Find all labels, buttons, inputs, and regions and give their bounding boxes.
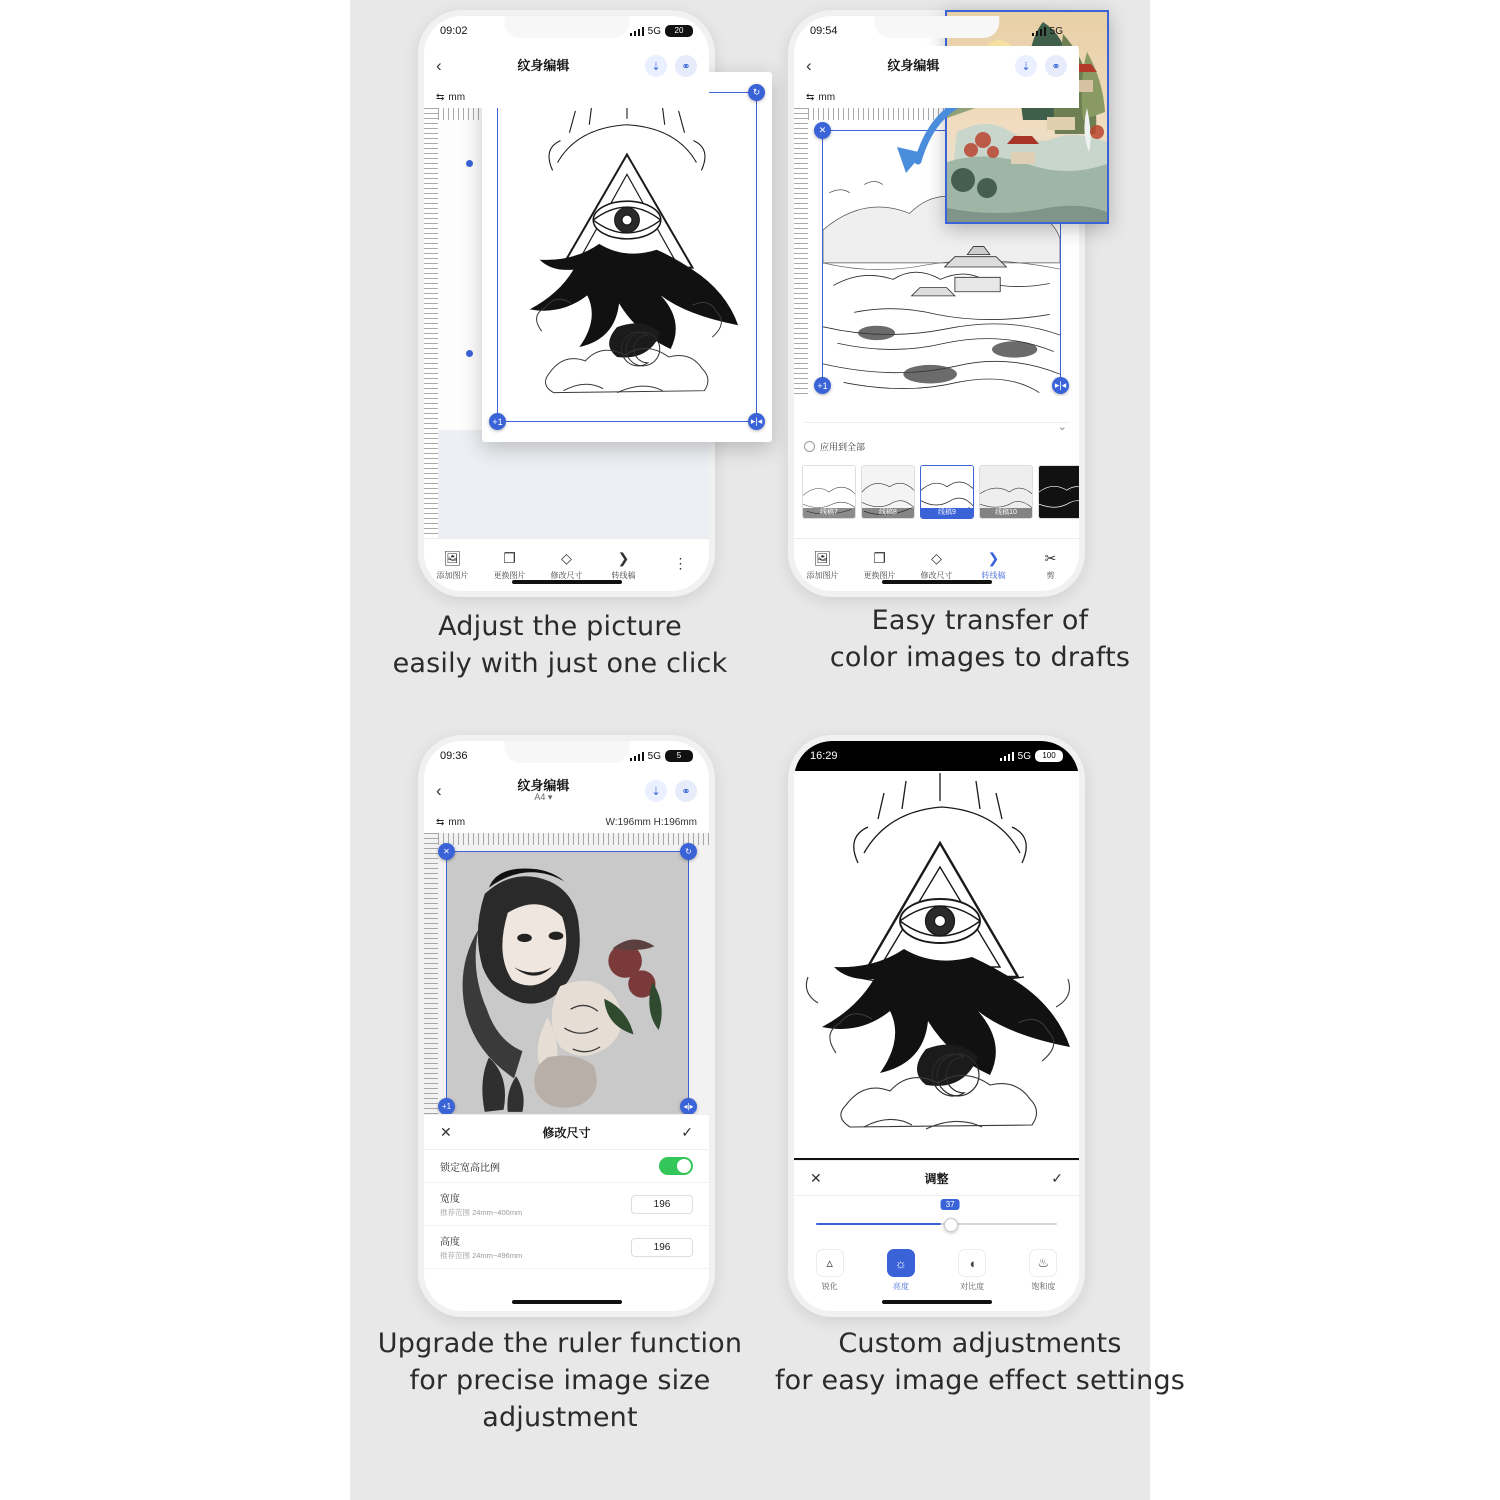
preview-canvas[interactable] (794, 771, 1079, 1161)
share-icon[interactable]: ⚭ (675, 780, 697, 802)
download-icon[interactable]: ⇣ (645, 55, 667, 77)
back-button[interactable]: ‹ (436, 56, 442, 75)
flip-handle[interactable]: ◂|▸ (680, 1098, 697, 1115)
vertical-ruler (424, 108, 438, 539)
unit-selector[interactable] (436, 817, 465, 828)
filter-item[interactable] (1038, 465, 1079, 519)
tool-more[interactable] (658, 555, 704, 575)
tool-label: 添加图片 (436, 570, 469, 580)
status-bar (424, 16, 709, 46)
paper-size-selector[interactable]: A4 ▾ (534, 792, 553, 803)
lock-ratio-row[interactable] (424, 1150, 709, 1183)
duplicate-handle[interactable]: +1 (814, 377, 831, 394)
panel-ruler (350, 700, 770, 1460)
home-indicator (882, 1300, 992, 1304)
network-label: 5G (1049, 25, 1063, 37)
phone-adjustments (788, 735, 1085, 1317)
tool-resize[interactable] (544, 550, 590, 581)
filter-label: 线稿9 (921, 508, 973, 518)
panel-caption (770, 602, 1190, 676)
signal-icon (630, 27, 644, 36)
tool-label: 转线稿 (611, 570, 636, 580)
share-icon[interactable]: ⚭ (1045, 55, 1067, 77)
tool-crop[interactable] (1028, 550, 1074, 581)
to-draft-icon: ❯ (617, 549, 630, 566)
adjust-label: 饱和度 (1031, 1282, 1056, 1291)
page-title: 纹身编辑 (517, 777, 570, 793)
swap-icon: ⇆ (806, 91, 815, 103)
tattoo-preview-art (794, 771, 1079, 1161)
vertical-ruler (794, 108, 808, 396)
tool-add-image[interactable] (800, 550, 846, 581)
caption-line-2: for easy image effect settings (774, 1365, 1186, 1396)
panel-transfer (770, 0, 1190, 700)
panel-adjustments (770, 700, 1190, 1460)
adjust-tool-row (794, 1249, 1079, 1292)
editor-canvas[interactable] (424, 833, 709, 1115)
resize-sheet (424, 1114, 709, 1311)
crop-icon: ✂ (1044, 549, 1057, 566)
filter-label: 线稿8 (862, 508, 914, 518)
status-time: 09:54 (810, 25, 838, 37)
tool-to-draft[interactable] (601, 550, 647, 581)
add-image-icon: 🖼 (813, 549, 832, 566)
apply-all-label: 应用到全部 (820, 442, 866, 452)
back-button[interactable]: ‹ (436, 781, 442, 800)
unit-label: mm (448, 91, 466, 103)
status-bar (424, 741, 709, 771)
tool-label: 剪 (1046, 570, 1055, 580)
flip-handle[interactable]: ▸|◂ (1052, 377, 1069, 394)
lock-ratio-toggle[interactable] (659, 1157, 693, 1175)
caption-line-2: easily with just one click (392, 648, 728, 679)
filter-item-selected[interactable] (920, 465, 974, 519)
adjust-label: 亮度 (892, 1282, 909, 1291)
selection-box[interactable] (492, 87, 763, 427)
radio-icon[interactable] (804, 441, 815, 452)
caption-line-3: adjustment (482, 1402, 638, 1433)
home-indicator (882, 580, 992, 584)
tool-label: 更换图片 (863, 570, 896, 580)
slider-value-badge: 37 (941, 1199, 960, 1210)
value-slider[interactable] (794, 1200, 1079, 1243)
right-margin (1150, 0, 1500, 1500)
height-label: 高度 (440, 1237, 460, 1248)
lock-ratio-label: 锁定宽高比例 (440, 1162, 500, 1174)
adjust-sharpen[interactable] (816, 1249, 844, 1292)
dimension-label: W:196mm H:196mm (605, 816, 697, 828)
tool-label: 添加图片 (806, 570, 839, 580)
adjust-contrast[interactable] (958, 1249, 986, 1292)
status-time: 09:02 (440, 25, 468, 37)
download-icon[interactable]: ⇣ (1015, 55, 1037, 77)
tattoo-artwork (498, 93, 756, 420)
phone-transfer (788, 10, 1085, 597)
app-bar (424, 46, 709, 86)
portrait-tattoo-art (447, 852, 688, 1114)
caption-line-1: Adjust the picture (438, 611, 682, 642)
panel-adjust (350, 0, 770, 700)
adjust-saturation[interactable] (1029, 1249, 1057, 1292)
tool-label: 转线稿 (981, 570, 1006, 580)
signal-icon (1032, 27, 1046, 36)
replace-image-icon: ❐ (873, 549, 886, 566)
unit-bar (424, 811, 709, 833)
unit-selector[interactable] (806, 92, 835, 103)
sharpen-icon: ▵ (816, 1249, 844, 1277)
slider-track[interactable] (816, 1223, 1057, 1225)
horizontal-ruler (438, 833, 709, 845)
share-icon[interactable]: ⚭ (675, 55, 697, 77)
app-bar (424, 771, 709, 811)
panel-caption (770, 1325, 1190, 1399)
rotate-handle[interactable]: ↻ (680, 843, 697, 860)
network-label: 5G (1017, 750, 1031, 762)
slider-knob[interactable] (944, 1218, 958, 1232)
apply-to-all-row[interactable] (794, 440, 1079, 453)
more-icon: ⋮ (673, 555, 688, 571)
adjust-sheet (794, 1160, 1079, 1311)
selection-box[interactable] (441, 847, 694, 1111)
sheet-close-button[interactable]: ✕ (440, 1123, 452, 1140)
contrast-icon: ◖ (958, 1249, 986, 1277)
width-input[interactable]: 196 (631, 1195, 693, 1214)
height-hint: 推荐范围 24mm~496mm (440, 1251, 523, 1260)
sheet-confirm-button[interactable]: ✓ (681, 1123, 693, 1140)
back-button[interactable]: ‹ (806, 56, 812, 75)
network-label: 5G (647, 750, 661, 762)
filter-label: 线稿7 (803, 508, 855, 518)
swap-icon: ⇆ (436, 91, 445, 103)
rotate-handle[interactable]: ↻ (748, 84, 765, 101)
unit-selector[interactable] (436, 92, 465, 103)
sheet-close-button[interactable]: ✕ (810, 1169, 822, 1186)
page-title: 纹身编辑 (887, 57, 940, 73)
duplicate-handle[interactable]: +1 (489, 413, 506, 430)
collapse-icon[interactable]: ⌄ (1057, 421, 1067, 433)
filter-strip[interactable] (794, 465, 1079, 519)
resize-icon: ◇ (561, 549, 572, 566)
tool-label: 更换图片 (493, 570, 526, 580)
caption-line-1: Custom adjustments (838, 1328, 1122, 1359)
saturation-icon: ♨ (1029, 1249, 1057, 1277)
sheet-header (794, 1161, 1079, 1196)
close-handle[interactable]: ✕ (814, 122, 831, 139)
caption-line-2: color images to drafts (829, 642, 1131, 673)
filter-item[interactable] (861, 465, 915, 519)
panel-caption (350, 608, 770, 682)
sheet-title: 调整 (924, 1171, 949, 1186)
adjust-brightness[interactable] (887, 1249, 915, 1292)
resize-icon: ◇ (931, 549, 942, 566)
swap-icon: ⇆ (436, 816, 445, 828)
floating-image-card[interactable] (482, 72, 772, 442)
unit-bar (424, 86, 709, 108)
filter-item[interactable] (979, 465, 1033, 519)
replace-image-icon: ❐ (503, 549, 516, 566)
unit-label: mm (448, 816, 466, 828)
adjust-label: 锐化 (821, 1282, 838, 1291)
adjust-label: 对比度 (960, 1282, 985, 1291)
height-input[interactable]: 196 (631, 1238, 693, 1257)
battery-indicator: 5 (665, 750, 693, 762)
to-draft-icon: ❯ (987, 549, 1000, 566)
tool-replace-image[interactable] (487, 550, 533, 581)
tool-to-draft[interactable] (971, 550, 1017, 581)
status-time: 16:29 (810, 750, 838, 762)
caption-line-1: Upgrade the ruler function (377, 1328, 743, 1359)
download-icon[interactable]: ⇣ (645, 780, 667, 802)
battery-indicator: 100 (1035, 750, 1063, 762)
status-time: 09:36 (440, 750, 468, 762)
width-label: 宽度 (440, 1194, 460, 1205)
home-indicator (512, 1300, 622, 1304)
sheet-header (424, 1115, 709, 1150)
tool-replace-image[interactable] (857, 550, 903, 581)
status-bar (794, 16, 1079, 46)
tool-resize[interactable] (914, 550, 960, 581)
sheet-title: 修改尺寸 (542, 1125, 591, 1140)
slider-fill (816, 1223, 941, 1225)
sheet-confirm-button[interactable]: ✓ (1051, 1169, 1063, 1186)
transfer-arrow-icon (880, 95, 970, 185)
tool-label: 修改尺寸 (920, 570, 953, 580)
unit-label: mm (818, 91, 836, 103)
add-image-icon: 🖼 (443, 549, 462, 566)
caption-line-2: for precise image size (409, 1365, 711, 1396)
battery-indicator: 20 (665, 25, 693, 37)
width-row[interactable] (424, 1183, 709, 1226)
status-bar (794, 741, 1079, 771)
panel-caption (350, 1325, 770, 1436)
filter-label: 线稿10 (980, 508, 1032, 518)
signal-icon (1000, 752, 1014, 761)
tool-add-image[interactable] (430, 550, 476, 581)
flip-handle[interactable]: ▸|◂ (748, 413, 765, 430)
vertical-ruler (424, 833, 438, 1115)
width-hint: 推荐范围 24mm~400mm (440, 1208, 523, 1217)
app-bar (794, 46, 1079, 86)
unit-bar (794, 86, 1079, 108)
signal-icon (630, 752, 644, 761)
page-title-wrap (517, 59, 569, 73)
tool-label: 修改尺寸 (550, 570, 583, 580)
home-indicator (512, 580, 622, 584)
phone-ruler (418, 735, 715, 1317)
brightness-icon: ☼ (887, 1249, 915, 1277)
page-title: 纹身编辑 (517, 57, 570, 73)
network-label: 5G (647, 25, 661, 37)
left-margin (0, 0, 350, 1500)
height-row[interactable] (424, 1226, 709, 1269)
filter-item[interactable] (802, 465, 856, 519)
close-handle[interactable]: ✕ (438, 843, 455, 860)
caption-line-1: Easy transfer of (871, 605, 1089, 636)
duplicate-handle[interactable]: +1 (438, 1098, 455, 1115)
